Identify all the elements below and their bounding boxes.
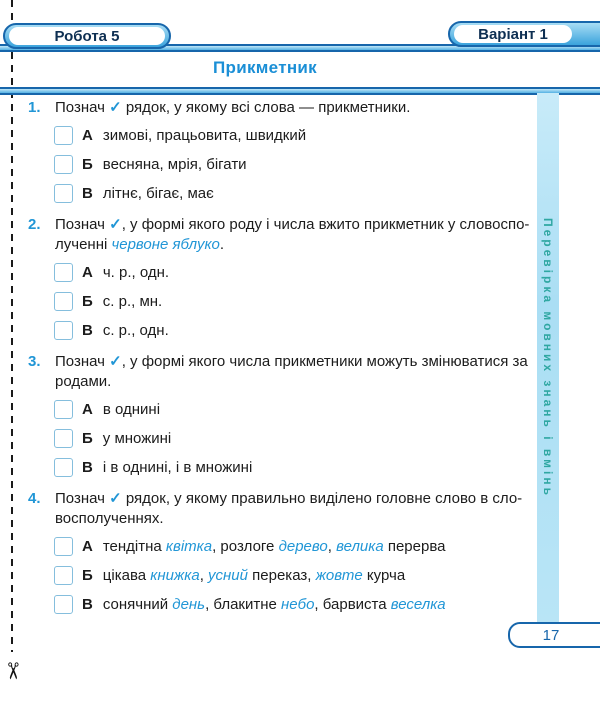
variant-label-pill bbox=[448, 21, 600, 47]
text-run: у множині bbox=[102, 429, 172, 447]
text-run: ч. р., одн. bbox=[102, 263, 170, 281]
option-checkbox[interactable] bbox=[54, 537, 73, 556]
check-mark: ✓ bbox=[109, 216, 122, 233]
text-run: Познач bbox=[55, 353, 110, 370]
question bbox=[28, 98, 530, 204]
text-run: , барвиста bbox=[314, 595, 391, 613]
option-row bbox=[54, 536, 530, 557]
option-letter: А bbox=[82, 538, 93, 555]
check-mark: ✓ bbox=[109, 99, 122, 116]
highlighted-word: жовте bbox=[315, 566, 363, 584]
option-letter: Б bbox=[82, 156, 93, 173]
work-label: Робота 5 bbox=[9, 27, 165, 45]
questions-list bbox=[28, 98, 530, 626]
option-row bbox=[54, 125, 530, 146]
option-letter: А bbox=[82, 264, 93, 281]
highlighted-word: квітка bbox=[165, 537, 213, 555]
question-number: 3. bbox=[28, 353, 41, 370]
option-text bbox=[103, 155, 247, 175]
option-row bbox=[54, 262, 530, 283]
option-checkbox[interactable] bbox=[54, 400, 73, 419]
question bbox=[28, 215, 530, 341]
option-letter: В bbox=[82, 185, 93, 202]
highlighted-word: небо bbox=[281, 595, 315, 613]
option-checkbox[interactable] bbox=[54, 126, 73, 145]
question-prompt bbox=[55, 352, 530, 392]
option-row bbox=[54, 428, 530, 449]
option-letter: А bbox=[82, 401, 93, 418]
text-run: , у формі якого числа прикметники можуть змінюватися за bbox=[121, 353, 528, 370]
question-prompt bbox=[55, 215, 530, 255]
option-text bbox=[103, 263, 169, 283]
question-number: 1. bbox=[28, 99, 41, 116]
highlighted-word: дерево bbox=[278, 537, 328, 555]
option-letter: В bbox=[82, 459, 93, 476]
variant-label: Варіант 1 bbox=[454, 25, 572, 43]
highlighted-word: книжка bbox=[150, 566, 200, 584]
option-checkbox[interactable] bbox=[54, 595, 73, 614]
option-letter: В bbox=[82, 322, 93, 339]
cut-dashed-line bbox=[11, 0, 13, 652]
option-text bbox=[103, 400, 160, 420]
check-mark: ✓ bbox=[109, 353, 122, 370]
highlighted-word: веселка bbox=[390, 595, 446, 613]
sidebar-strip bbox=[537, 93, 559, 623]
highlighted-word: велика bbox=[336, 537, 384, 555]
text-run: сонячний bbox=[102, 595, 173, 613]
text-run: рядок, у якому правильно виділено головне слово в сло- bbox=[121, 490, 523, 507]
question-head bbox=[28, 489, 530, 529]
option-checkbox[interactable] bbox=[54, 321, 73, 340]
question-prompt bbox=[55, 489, 530, 529]
option-row bbox=[54, 457, 530, 478]
highlighted-word: день bbox=[172, 595, 206, 613]
text-run: в однині bbox=[102, 400, 161, 418]
text-run: літнє, бігає, має bbox=[102, 184, 214, 202]
option-letter: Б bbox=[82, 430, 93, 447]
option-letter: А bbox=[82, 127, 93, 144]
option-row bbox=[54, 320, 530, 341]
text-run: Познач bbox=[55, 99, 110, 116]
text-run: восполученнях. bbox=[55, 510, 164, 527]
text-run: , bbox=[199, 566, 209, 584]
page-number: 17 bbox=[542, 626, 560, 644]
question bbox=[28, 352, 530, 478]
option-letter: Б bbox=[82, 567, 93, 584]
page-number-pill bbox=[508, 622, 600, 648]
option-text bbox=[103, 537, 446, 557]
question-head bbox=[28, 98, 530, 118]
option-checkbox[interactable] bbox=[54, 566, 73, 585]
text-run: родами. bbox=[55, 373, 112, 390]
page-title: Прикметник bbox=[213, 58, 317, 77]
option-text bbox=[103, 566, 405, 586]
text-run: , блакитне bbox=[205, 595, 282, 613]
option-text bbox=[103, 321, 169, 341]
text-run: Познач bbox=[55, 490, 110, 507]
option-text bbox=[103, 458, 252, 478]
question-number: 2. bbox=[28, 216, 41, 233]
option-row bbox=[54, 291, 530, 312]
text-run: тендітна bbox=[102, 537, 166, 555]
text-run: рядок, у якому всі слова — прикметники. bbox=[121, 99, 411, 116]
text-run: весняна, мрія, бігати bbox=[102, 155, 247, 173]
question-head bbox=[28, 215, 530, 255]
question bbox=[28, 489, 530, 615]
work-label-pill bbox=[3, 23, 171, 49]
option-checkbox[interactable] bbox=[54, 155, 73, 174]
text-run: і в однині, і в множині bbox=[102, 458, 253, 476]
title-separator-line bbox=[0, 87, 600, 95]
option-letter: Б bbox=[82, 293, 93, 310]
option-checkbox[interactable] bbox=[54, 458, 73, 477]
scissors-icon: ✂ bbox=[0, 661, 26, 681]
option-letter: В bbox=[82, 596, 93, 613]
check-mark: ✓ bbox=[109, 490, 122, 507]
text-run: , у формі якого роду і числа вжито прикметник у словоспо- bbox=[121, 216, 530, 233]
option-row bbox=[54, 565, 530, 586]
option-text bbox=[103, 595, 446, 615]
text-run: Познач bbox=[55, 216, 110, 233]
option-row bbox=[54, 183, 530, 204]
question-head bbox=[28, 352, 530, 392]
option-text bbox=[103, 429, 171, 449]
text-run: лученні bbox=[55, 236, 112, 253]
text-run: цікава bbox=[102, 566, 151, 584]
highlighted-word: червоне яблуко bbox=[111, 236, 220, 253]
option-checkbox[interactable] bbox=[54, 429, 73, 448]
option-checkbox[interactable] bbox=[54, 184, 73, 203]
text-run: с. р., одн. bbox=[102, 321, 169, 339]
text-run: , розлоге bbox=[212, 537, 279, 555]
option-row bbox=[54, 594, 530, 615]
text-run: зимові, працьовита, швидкий bbox=[102, 126, 307, 144]
text-run: курча bbox=[362, 566, 406, 584]
sidebar-vertical-text: Перевірка мовних знань і вмінь bbox=[541, 218, 555, 498]
text-run: перерва bbox=[383, 537, 446, 555]
highlighted-word: усний bbox=[208, 566, 248, 584]
option-text bbox=[103, 184, 214, 204]
option-text bbox=[103, 126, 306, 146]
text-run: . bbox=[219, 236, 225, 253]
option-row bbox=[54, 399, 530, 420]
text-run: , bbox=[327, 537, 337, 555]
option-row bbox=[54, 154, 530, 175]
option-text bbox=[103, 292, 162, 312]
text-run: с. р., мн. bbox=[102, 292, 163, 310]
option-checkbox[interactable] bbox=[54, 263, 73, 282]
question-number: 4. bbox=[28, 490, 41, 507]
text-run: переказ, bbox=[247, 566, 316, 584]
question-prompt bbox=[55, 98, 530, 118]
option-checkbox[interactable] bbox=[54, 292, 73, 311]
